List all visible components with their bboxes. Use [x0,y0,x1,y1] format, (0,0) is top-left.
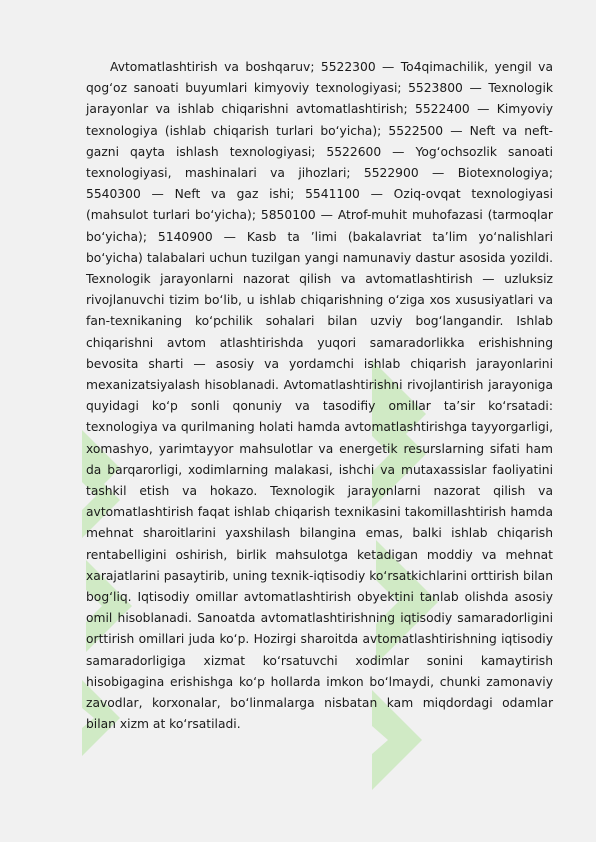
body-paragraph: Avtomatlashtirish va boshqaruv; 5522300 — To4qimachilik, yengil va qog‘oz sanoati buyumlari kimyoviy texnologiyasi; 5523800 — Texnologik jarayonlar va ishlab chiqarishni avtomatlashtirish; 5522400 — Kimyoviy texnologiya (ishlab chiqarish turlari bo‘yicha); 5522500 — Neft va neft-gazni qayta ishlash texnologiyasi; 5522600 — Yog‘ochsozlik sanoati texnologiyasi, mashinalari va jihozlari; 5522900 — Biotexnologiya; 5540300 — Neft va gaz ishi; 5541100 — Oziq-ovqat texnologiyasi (mahsulot turlari bo‘yicha); 5850100 — Atrof-muhit muhofazasi (tarmoqlar bo‘yicha); 5140900 — Kasb ta ’limi (bakalavriat ta’lim yo‘nalishlari bo‘yicha) talabalari uchun tuzilgan yangi namunaviy dastur asosida yozildi. Texnologik jarayonlarni nazorat qilish va avtomatlashtirish — uzluksiz rivojlanuvchi tizim bo‘lib, u ishlab chiqarishning o‘ziga xos xususiyatlari va fan-texnikaning ko‘pchilik sohalari bilan uzviy bog‘langandir. Ishlab chiqarishni avtom atlashtirishda yuqori samaradorlikka erishishning bevosita sharti — asosiy va yordamchi ishlab chiqarish jarayonlarini mexanizatsiyalash hisoblanadi. Avtomatlashtirishni rivojlantirish jarayoniga quyidagi ko‘p sonli qonuniy va tasodifiy omillar ta’sir ko‘rsatadi: texnologiya va qurilmaning holati hamda avtomatlashtirishga tayyorgarligi, xomashyo, yarimtayyor mahsulotlar va energetik resurslarning sifati ham da barqarorligi, xodimlarning malakasi, ishchi va mutaxassislar faoliyatini tashkil etish va hokazo. Texnologik jarayonlarni nazorat qilish va avtomatlashtirish faqat ishlab chiqarish texnikasini takomillashtirish hamda mehnat sharoitlarini yaxshilash bilangina emas, balki ishlab chiqarish rentabelligini oshirish, birlik mahsulotga ketadigan moddiy va mehnat xarajatlarini pasaytirib, uning texnik-iqtisodiy ko‘rsatkichlarini orttirish bilan bog‘liq. Iqtisodiy omillar avtomatlashtirish obyektini tanlab olishda asosiy omil hisoblanadi. Sanoatda avtomatlashtirishning iqtisodiy samaradorligini orttirish omillari juda ko‘p. Hozirgi sharoitda avtomatlashtirishning iqtisodiy samaradorligiga xizmat ko‘rsatuvchi xodimlar sonini kamaytirish hisobigagina erishishga ko‘p hollarda imkon bo‘lmaydi, chunki zamonaviy zavodlar, korxonalar, bo‘linmalarga nisbatan kam miqdordagi odamlar bilan xizm at ko‘rsatiladi. [86,60,553,732]
